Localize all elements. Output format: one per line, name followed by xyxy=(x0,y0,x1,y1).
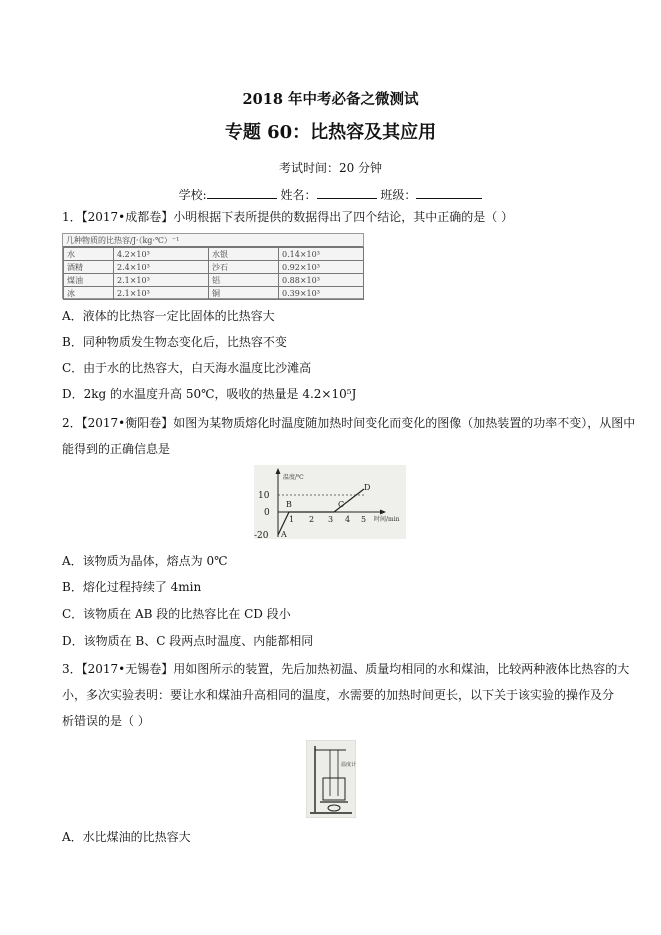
graph-x-tick: 4 xyxy=(345,515,351,524)
table-cell: 4.2×10³ xyxy=(114,248,209,261)
q3-stem-line2: 小，多次实验表明：要让水和煤油升高相同的温度，水需要的加热时间更长，以下关于该实验的操作及分 xyxy=(62,688,615,702)
q2-option-b: B．熔化过程持续了 4min xyxy=(62,580,202,594)
doc-subtitle: 专题 60：比热容及其应用 xyxy=(224,122,437,143)
graph-x-tick: 5 xyxy=(361,515,367,524)
table-row xyxy=(64,248,364,261)
q1-option-d: D．2kg 的水温度升高 50℃，吸收的热量是 4.2×10⁵J xyxy=(62,387,357,401)
table-cell: 2.1×10³ xyxy=(114,274,209,287)
q3-option-a: A．水比煤油的比热容大 xyxy=(62,830,191,844)
table-cell: 煤油 xyxy=(64,274,114,287)
q2-option-a: A．该物质为晶体，熔点为 0℃ xyxy=(62,554,228,568)
table-cell: 铜 xyxy=(209,287,279,300)
figure-background xyxy=(306,740,356,818)
figure-label: 温度计 xyxy=(341,762,356,768)
q2-option-c: C．该物质在 AB 段的比热容比在 CD 段小 xyxy=(62,607,291,621)
q2-stem-line2: 能得到的正确信息是 xyxy=(62,442,171,456)
q2-option-d: D．该物质在 B、C 段两点时温度、内能都相同 xyxy=(62,634,314,648)
doc-title: 2018 年中考必备之微测试 xyxy=(242,91,419,108)
graph-x-tick: 3 xyxy=(328,515,334,524)
table-cell: 2.1×10³ xyxy=(114,287,209,300)
table-cell: 0.14×10³ xyxy=(279,248,364,261)
graph-y-label: 温度/℃ xyxy=(283,474,304,481)
graph-x-label: 时间/min xyxy=(374,516,400,523)
q2-temperature-graph xyxy=(254,465,406,539)
q2-stem-line1: 2．【2017•衡阳卷】如图为某物质熔化时温度随加热时间变化而变化的图像（加热装置的功率不变），从图中 xyxy=(62,416,636,430)
student-info-line xyxy=(0,186,661,203)
q3-apparatus-figure xyxy=(306,740,356,818)
q1-option-c: C．由于水的比热容大，白天海水温度比沙滩高 xyxy=(62,361,312,375)
school-label: 学校: xyxy=(178,188,207,202)
class-blank xyxy=(416,186,482,199)
graph-background xyxy=(254,465,406,539)
exam-time: 考试时间：20 分钟 xyxy=(278,161,383,175)
graph-point-label: D xyxy=(364,483,371,492)
graph-point-label: B xyxy=(286,500,292,509)
name-label: 姓名： xyxy=(280,188,317,202)
table-cell: 铝 xyxy=(209,274,279,287)
q1-table-image xyxy=(62,233,364,299)
q1-table-caption: 几种物质的比热容/J·（kg·℃）⁻¹ xyxy=(63,234,363,247)
table-cell: 0.39×10³ xyxy=(279,287,364,300)
name-blank xyxy=(317,186,377,199)
table-row xyxy=(64,274,364,287)
table-cell: 沙石 xyxy=(209,261,279,274)
class-label: 班级： xyxy=(380,188,417,202)
graph-point-label: C xyxy=(338,500,345,509)
graph-y-tick: 0 xyxy=(264,508,270,518)
q3-stem-line3: 析错误的是（ ） xyxy=(62,714,150,728)
q3-stem-line1: 3．【2017•无锡卷】用如图所示的装置，先后加热初温、质量均相同的水和煤油，比较两种液体比热容的大 xyxy=(62,662,630,676)
q1-stem: 1．【2017•成都卷】小明根据下表所提供的数据得出了四个结论，其中正确的是（ ） xyxy=(62,210,514,224)
table-cell: 0.92×10³ xyxy=(279,261,364,274)
table-cell: 2.4×10³ xyxy=(114,261,209,274)
table-cell: 酒精 xyxy=(64,261,114,274)
table-cell: 0.88×10³ xyxy=(279,274,364,287)
table-cell: 水 xyxy=(64,248,114,261)
q1-option-b: B．同种物质发生物态变化后，比热容不变 xyxy=(62,335,287,349)
graph-point-label: A xyxy=(281,530,287,539)
table-cell: 冰 xyxy=(64,287,114,300)
graph-x-tick: 2 xyxy=(309,515,315,524)
graph-y-tick: 10 xyxy=(258,491,270,501)
table-cell: 水银 xyxy=(209,248,279,261)
graph-x-tick: 1 xyxy=(289,515,295,524)
table-row xyxy=(64,287,364,300)
table-row xyxy=(64,261,364,274)
q1-option-a: A．液体的比热容一定比固体的比热容大 xyxy=(62,309,275,323)
school-blank xyxy=(207,186,277,199)
q1-table xyxy=(63,247,364,300)
graph-y-tick: -20 xyxy=(254,531,269,539)
